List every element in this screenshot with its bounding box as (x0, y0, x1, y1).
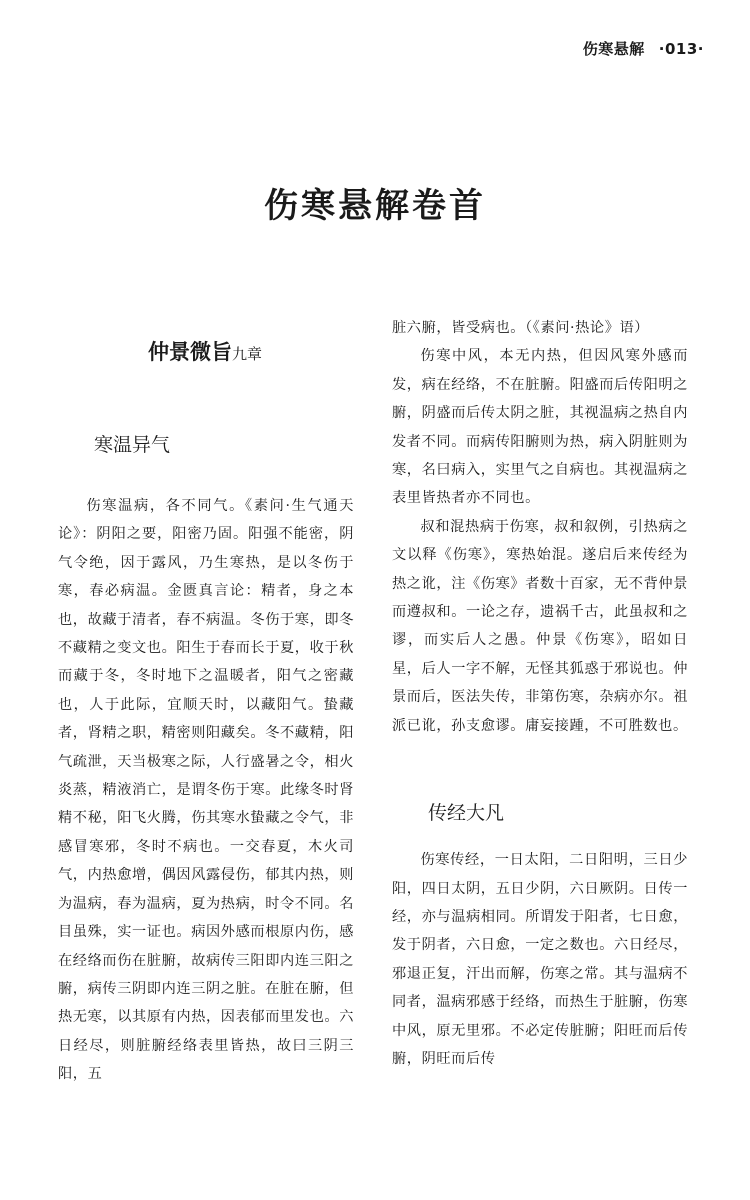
subsection-title-1: 寒温异气 (94, 434, 171, 456)
left-column (58, 314, 354, 1089)
chapter-title: 伤寒悬解卷首 (264, 186, 486, 226)
section-title (148, 314, 354, 382)
section-subtitle: 九章 (232, 345, 263, 363)
subsection-title-2: 传经大凡 (428, 802, 505, 825)
right-column (392, 314, 688, 1073)
paragraph: 伤寒温病，各不同气。《素问·生气通天论》：阴阳之要，阳密乃固。阳强不能密，阴气令绝，因于露风，乃生寒热，是以冬伤于寒，春必病温。金匮真言论：精者，身之本也，故藏于清者，春不病温。冬伤于寒，即冬不藏精之变文也。阳生于春而长于夏，收于秋而藏于冬，冬时地下之温暖者，阳气之密藏也，人于此际，宜顺天时，以藏阳气。蛰藏者，肾精之职，精密则阳藏矣。冬不藏精，阳气疏泄，天当极寒之际，人行盛暑之令，相火炎蒸，精液消亡，是谓冬伤于寒。此缘冬时肾精不秘，阳飞火腾，伤其寒水蛰藏之令气，非感冒寒邪，冬时不病也。一交春夏，木火司气，内热愈增，偶因风露侵伤，郁其内热，则为温病，春为温病，夏为热病，时令不同。名目虽殊，实一证也。病因外感而根原内伤，感在经络而伤在脏腑，故病传三阳即内连三阳之腑，病传三阴即内连三阴之脏。在脏在腑，但热无寒，以其原有内热，因表郁而里发也。六日经尽，则脏腑经络表里皆热，故曰三阴三阳，五 (58, 498, 354, 1083)
paragraph: 伤寒中风，本无内热，但因风寒外感而发，病在经络，不在脏腑。阳盛而后传阳明之腑，阴盛而后传太阴之脏，其视温病之热自内发者不同。而病传阳腑则为热，病入阴脏则为寒，名曰病入，实里气之自病也。其视温病之表里皆热者亦不同也。 (392, 348, 688, 507)
paragraph: 伤寒传经，一日太阳，二日阳明，三日少阳，四日太阴，五日少阴，六日厥阴。日传一经，亦与温病相同。所谓发于阳者，七日愈，发于阴者，六日愈，一定之数也。六日经尽，邪退正复，汗出而解，伤寒之常。其与温病不同者，温病邪感于经络，而热生于脏腑，伤寒中风，原无里邪。不必定传脏腑；阳旺而后传腑，阴旺而后传 (392, 852, 688, 1067)
paragraph-continued: 脏六腑，皆受病也。（《素问·热论》语） (392, 320, 650, 336)
section-title-text: 仲景微旨 (148, 340, 232, 364)
paragraph: 叔和混热病于伤寒，叔和叙例，引热病之文以释《伤寒》，寒热始混。遂启后来传经为热之讹，注《伤寒》者数十百家，无不背仲景而遵叔和。一论之存，遗祸千古，此虽叔和之谬，而实后人之愚。仲景《伤寒》，昭如日星，后人一字不解，无怪其狐惑于邪说也。仲景而后，医法失传，非第伤寒，杂病亦尔。祖派已讹，孙支愈谬。庸妄接踵，不可胜数也。 (392, 518, 688, 734)
book-title: 伤寒悬解 (582, 40, 645, 58)
running-header (583, 38, 704, 59)
page-number: ·013· (658, 40, 704, 58)
